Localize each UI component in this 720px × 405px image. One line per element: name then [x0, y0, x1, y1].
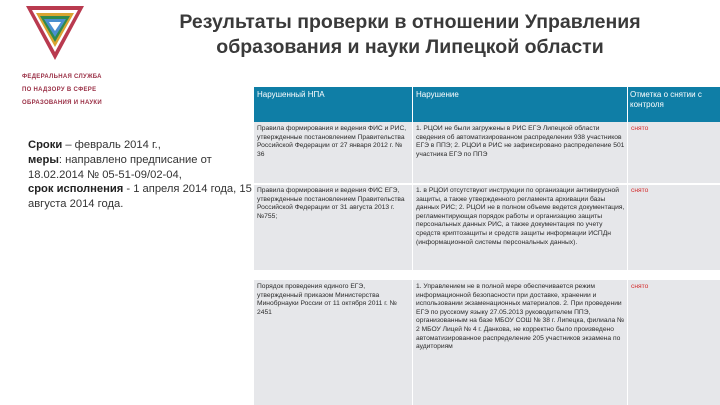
row-npa: Порядок проведения единого ЕГЭ, утвержденный приказом Министерства Минобрнауки России от 11 октября 2011 г. № 2451: [257, 283, 397, 316]
row-divider: [254, 183, 720, 185]
exec-deadline-label: срок исполнения: [28, 183, 124, 196]
column-divider: [412, 87, 413, 405]
org-name-line-3: ОБРАЗОВАНИЯ И НАУКИ: [22, 100, 102, 106]
deadline-label: Сроки: [28, 139, 63, 151]
row-status: снято: [631, 187, 649, 194]
row-npa: Правила формирования и ведения ФИС ЕГЭ, утвержденные постановлением Правительства Российской Федерации от 31 августа 2013 г. №755;: [257, 187, 405, 220]
row-violation: 1. в РЦОИ отсутствуют инструкции по организации антивирусной защиты, а также утвержденного регламента архивации базы данных РИС; 2. РЦОИ не в полном объеме ведется документация, регламентирующая порядок работы и организацию защиты персональных данных РИС, а также документация по учету средств криптозащиты и средств защиты информации ИСПДн (информационной системы персональных данных).: [416, 187, 625, 246]
header-npa: Нарушенный НПА: [257, 90, 325, 99]
column-divider: [627, 87, 628, 405]
row-npa: Правила формирования и ведения ФИС и РИС, утвержденные постановлением Правительства Российской Федерации от 27 января 2012 г. № 36: [257, 125, 407, 158]
row-status: снято: [631, 283, 649, 290]
measures-value: : направлено предписание от 18.02.2014 № 05-51-09/02-04,: [28, 153, 212, 181]
violations-table: [254, 87, 720, 405]
header-status: Отметка о снятии с контроля: [630, 90, 702, 109]
org-name-line-2: ПО НАДЗОРУ В СФЕРЕ: [22, 87, 97, 93]
row-violation: 1. РЦОИ не были загружены в РИС ЕГЭ Липецкой области сведения об автоматизированном распределении 938 участников ЕГЭ в ППЭ; 2. РЦОИ в РИС не зафиксировано распределение 501 участника ЕГЭ по ППЭ: [416, 125, 625, 158]
table-row: [254, 280, 720, 405]
row-divider: [254, 278, 720, 280]
row-violation: 1. Управлением не в полной мере обеспечивается режим информационной безопасности при доставке, хранении и использовании экзаменационных материалов. 2. При проведении ЕГЭ по русскому языку 27.05.2013 руководителем ППЭ, организованным на базе МБОУ СОШ № 38 г. Липецка, филиала № 2 МБОУ Лицей № 4 г. Данкова, не корректно было произведено автоматизированное распределение 205 участников экзамена по аудиториям: [416, 283, 625, 351]
table-row: [254, 184, 720, 270]
org-name: [22, 71, 172, 110]
page-title: Результаты проверки в отношении Управления образования и науки Липецкой области: [179, 11, 641, 58]
header-violation: Нарушение: [416, 90, 459, 99]
rosobrnadzor-logo-icon: [22, 2, 88, 64]
table-header: [254, 87, 720, 122]
row-status: снято: [631, 125, 649, 132]
measures-label: меры: [28, 153, 59, 166]
deadline-value: – февраль 2014 г.,: [62, 139, 161, 151]
org-name-line-1: ФЕДЕРАЛЬНАЯ СЛУЖБА: [22, 74, 102, 80]
exec-deadline-value: - 1 апреля 2014 года, 15 августа 2014 года.: [28, 183, 252, 211]
inspection-summary: [28, 138, 254, 212]
